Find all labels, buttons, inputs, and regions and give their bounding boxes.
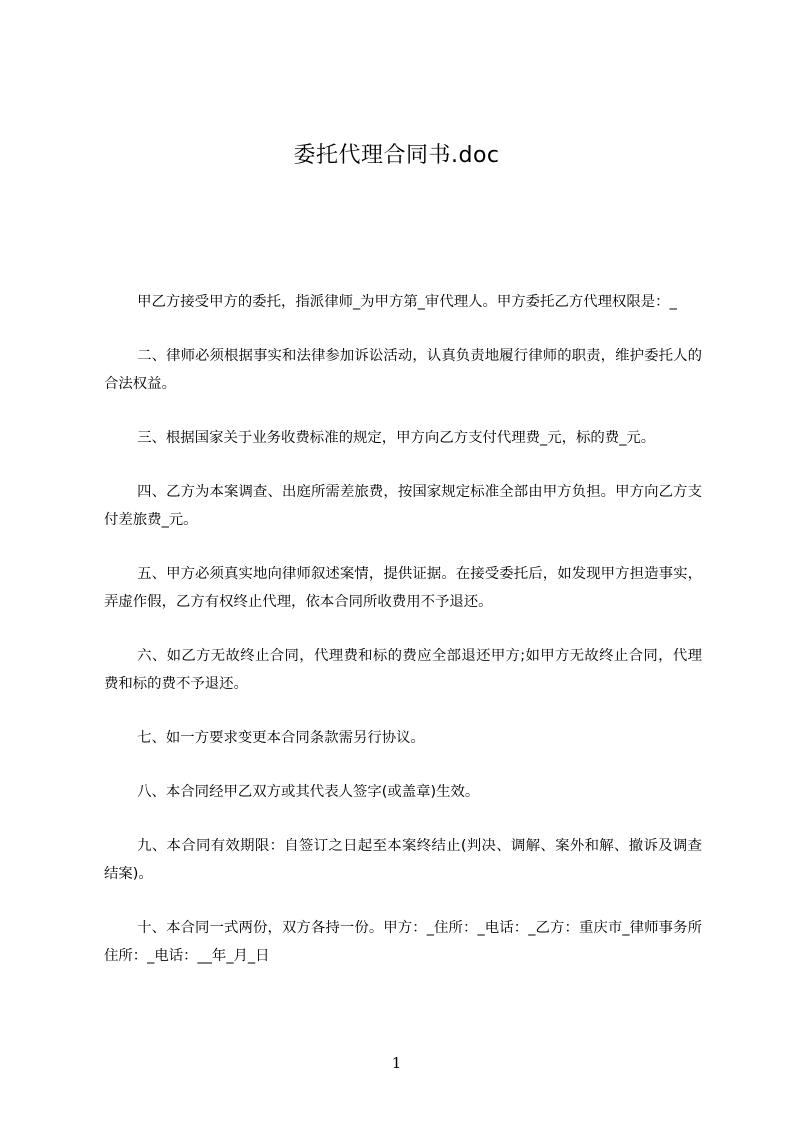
paragraph-4: 四、乙方为本案调查、出庭所需差旅费，按国家规定标准全部由甲方负担。甲方向乙方支付差旅费_元。	[104, 484, 702, 528]
page-number: 1	[391, 1054, 402, 1072]
paragraph-8: 八、本合同经甲乙双方或其代表人签字(或盖章)生效。	[137, 784, 480, 800]
paragraph-6: 六、如乙方无故终止合同，代理费和标的费应全部退还甲方;如甲方无故终止合同，代理费和标的费不予退还。	[104, 648, 702, 692]
paragraph-9: 九、本合同有效期限：自签订之日起至本案终结止(判决、调解、案外和解、撤诉及调查结案)。	[104, 838, 702, 882]
paragraph-1: 甲乙方接受甲方的委托，指派律师_为甲方第_审代理人。甲方委托乙方代理权限是：_	[137, 294, 677, 310]
document-title: 委托代理合同书.doc	[293, 143, 500, 168]
paragraph-2: 二、律师必须根据事实和法律参加诉讼活动，认真负责地履行律师的职责，维护委托人的合法权益。	[104, 348, 702, 392]
paragraph-7: 七、如一方要求变更本合同条款需另行协议。	[137, 730, 425, 746]
paragraph-3: 三、根据国家关于业务收费标准的规定，甲方向乙方支付代理费_元，标的费_元。	[137, 430, 656, 446]
paragraph-10: 十、本合同一式两份，双方各持一份。甲方：_住所：_电话：_乙方：重庆市_律师事务所住所：_电话：__年_月_日	[104, 920, 702, 964]
paragraph-5: 五、甲方必须真实地向律师叙述案情，提供证据。在接受委托后，如发现甲方担造事实，弄虚作假，乙方有权终止代理，依本合同所收费用不予退还。	[104, 566, 702, 610]
document-body	[104, 288, 702, 996]
